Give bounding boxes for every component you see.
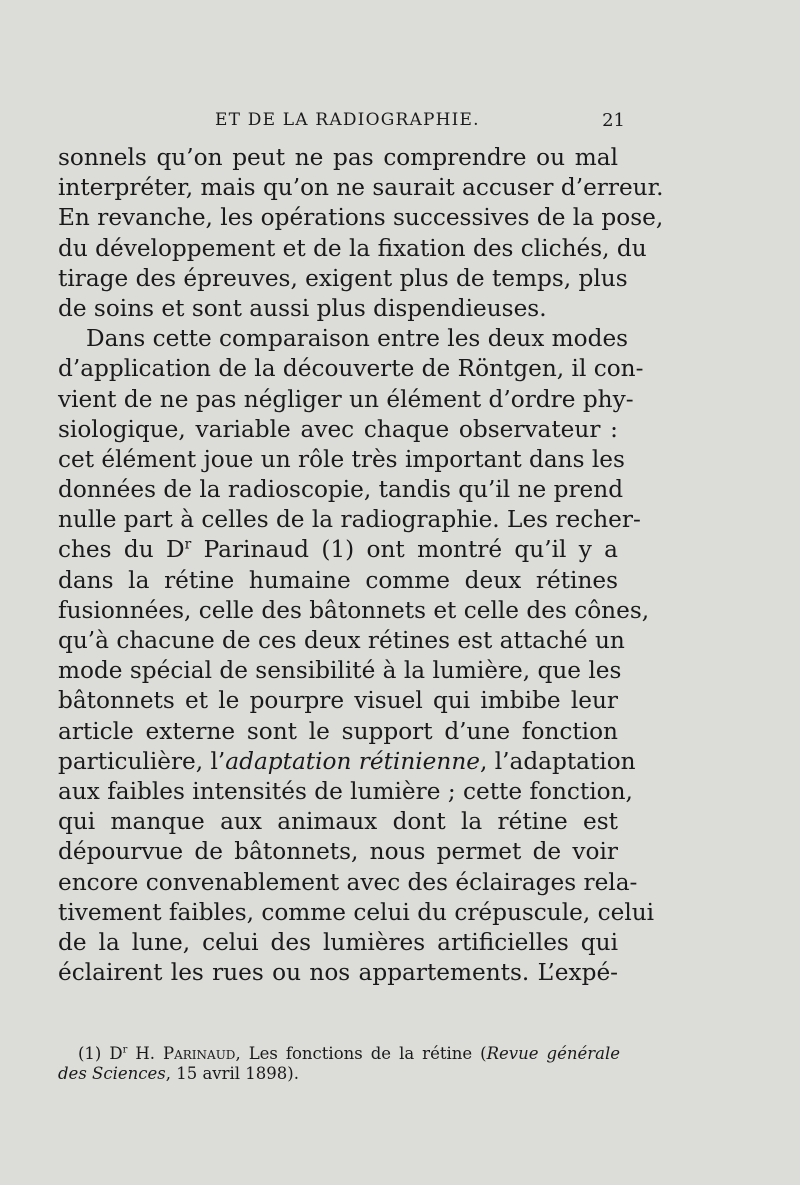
text-line: dans la rétine humaine comme deux rétines (58, 566, 618, 594)
text-line: données de la radioscopie, tandis qu’il ne prend (58, 476, 624, 504)
text-fragment: ches du D (58, 536, 185, 564)
text-line: vient de ne pas négliger un élément d’ordre phy- (58, 385, 634, 413)
text-line: encore convenablement avec des éclairages rela- (58, 868, 638, 896)
text-line: Dans cette comparaison entre les deux modes (86, 325, 629, 353)
text-line (58, 535, 618, 565)
text-line: d’application de la découverte de Röntgen, il con- (58, 355, 644, 383)
footnote-journal: Revue générale (486, 1044, 620, 1063)
footnote-line (58, 1064, 620, 1084)
text-fragment: , l’adaptation (479, 747, 636, 775)
text-line: de soins et sont aussi plus dispendieuses. (58, 294, 547, 322)
text-line: bâtonnets et le pourpre visuel qui imbibe leur (58, 687, 618, 715)
text-line: siologique, variable avec chaque observateur : (58, 415, 618, 443)
text-line: sonnels qu’on peut ne pas comprendre ou mal (58, 144, 618, 171)
footnote-text: , 15 avril 1898). (165, 1064, 299, 1083)
superscript: r (184, 536, 192, 553)
text-line: aux faibles intensités de lumière ; cette fonction, (58, 777, 633, 805)
text-fragment: particulière, l’ (58, 747, 226, 775)
text-line: dépourvue de bâtonnets, nous permet de voir (58, 838, 618, 866)
text-fragment: Parinaud (1) ont montré qu’il y a (191, 536, 618, 564)
italic-term: adaptation rétinienne (225, 747, 480, 775)
footnote-line (58, 1044, 620, 1064)
footnote-marker: (1) D (78, 1044, 123, 1063)
running-title: ET DE LA RADIOGRAPHIE. (215, 110, 480, 130)
text-line: fusionnées, celle des bâtonnets et celle des cônes, (58, 596, 650, 624)
footnote-text: , Les fonctions de la rétine ( (235, 1044, 487, 1063)
superscript: r (122, 1044, 128, 1056)
page-number: 21 (602, 110, 625, 131)
text-line: tivement faibles, comme celui du crépuscule, celui (58, 898, 655, 926)
body-text (58, 143, 664, 988)
text-line: cet élément joue un rôle très important dans les (58, 445, 625, 473)
footnote-journal: des Sciences (58, 1064, 166, 1083)
text-line: tirage des épreuves, exigent plus de temps, plus (58, 264, 628, 292)
footnote-author: H. Parinaud (127, 1044, 236, 1063)
text-line: du développement et de la fixation des clichés, du (58, 234, 647, 262)
footnote (58, 1044, 620, 1084)
page-header (60, 110, 625, 140)
text-line: En revanche, les opérations successives de la pose, (58, 204, 664, 232)
text-line: mode spécial de sensibilité à la lumière, que les (58, 657, 622, 685)
text-line: article externe sont le support d’une fonction (58, 717, 618, 745)
text-line: de la lune, celui des lumières artificielles qui (58, 928, 618, 956)
text-line: qu’à chacune de ces deux rétines est attaché un (58, 627, 625, 654)
text-line: nulle part à celles de la radiographie. Les recher- (58, 506, 641, 534)
text-line: interpréter, mais qu’on ne saurait accuser d’erreur. (58, 174, 664, 202)
text-line: qui manque aux animaux dont la rétine est (58, 808, 618, 836)
text-line (58, 747, 636, 777)
text-line: éclairent les rues ou nos appartements. L’expé- (58, 959, 618, 987)
